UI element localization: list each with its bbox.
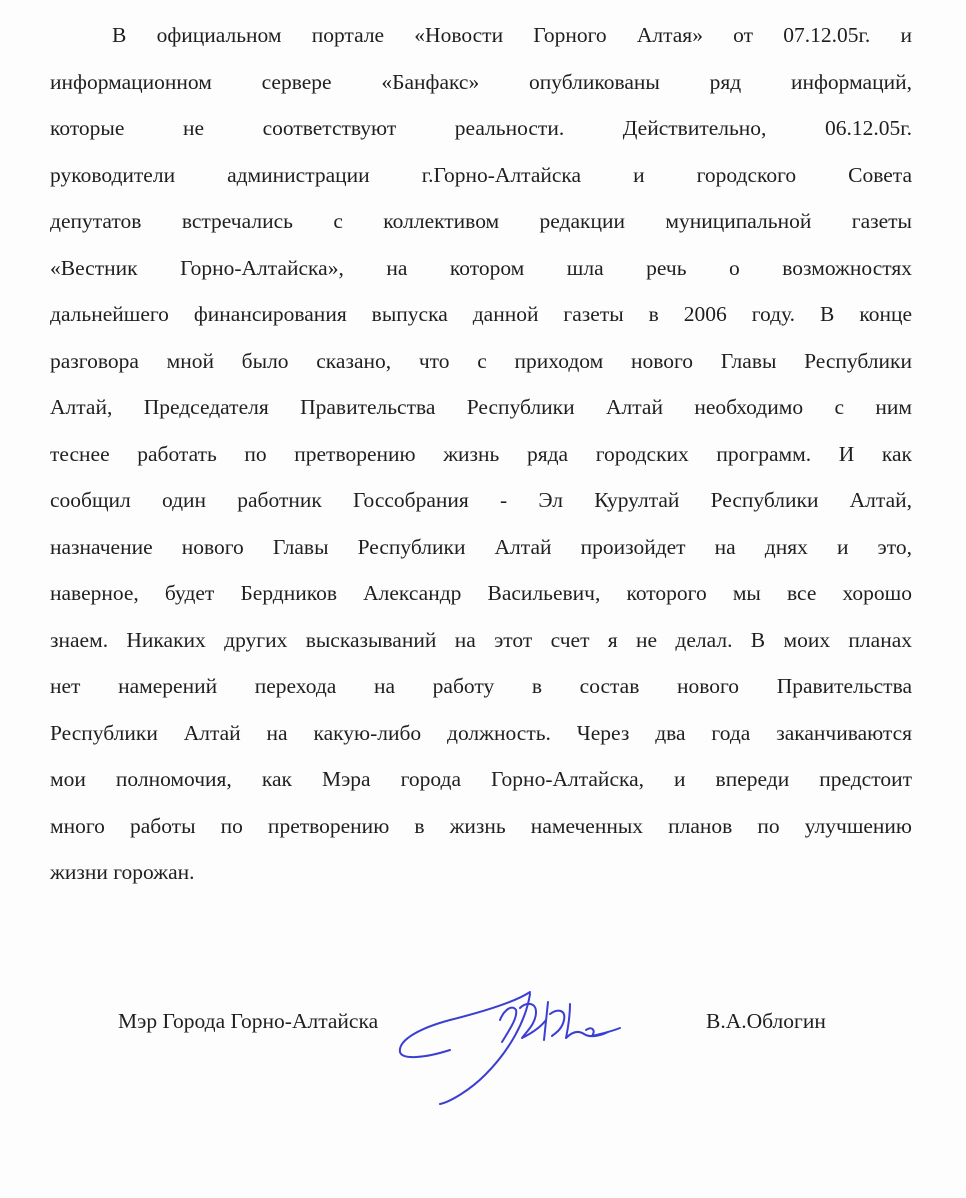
letter-line: информационном сервере «Банфакс» опубликованы ряд информаций, [50,69,912,94]
letter-line: депутатов встречались с коллективом редакции муниципальной газеты [50,209,912,233]
letter-line: наверное, будет Бердников Александр Васильевич, которого мы все хорошо [50,581,912,605]
letter-line: которые не соответствуют реальности. Действительно, 06.12.05г. [50,116,912,140]
letter-line: сообщил один работник Госсобрания - Эл Курултай Республики Алтай, [50,488,912,512]
letter-line: Алтай, Председателя Правительства Республики Алтай необходимо с ним [50,395,912,419]
letter-line: теснее работать по претворению жизнь ряда городских программ. И как [50,441,912,466]
letter-line: дальнейшего финансирования выпуска данной газеты в 2006 году. В конце [50,302,912,326]
letter-line: много работы по претворению в жизнь намеченных планов по улучшению [50,813,912,838]
handwritten-signature-icon [380,980,640,1110]
signatory-name: В.А.Облогин [706,1009,826,1033]
letter-line: жизни горожан. [50,860,195,884]
signature-block [0,980,966,1120]
letter-line: знаем. Никаких других высказываний на этот счет я не делал. В моих планах [50,627,912,652]
letter-line: руководители администрации г.Горно-Алтайска и городского Совета [50,162,912,187]
letter-line: назначение нового Главы Республики Алтай произойдет на днях и это, [50,534,912,559]
letter-line: нет намерений перехода на работу в состав нового Правительства [50,674,912,698]
letter-body [50,0,912,896]
letter-line: разговора мной было сказано, что с приходом нового Главы Республики [50,348,912,373]
signatory-title: Мэр Города Горно-Алтайска [118,1009,379,1033]
letter-line: «Вестник Горно-Алтайска», на котором шла речь о возможностях [50,255,912,280]
letter-line: мои полномочия, как Мэра города Горно-Алтайска, и впереди предстоит [50,767,912,791]
letter-line: Республики Алтай на какую-либо должность. Через два года заканчиваются [50,720,912,745]
letter-line: В официальном портале «Новости Горного Алтая» от 07.12.05г. и [112,23,912,47]
